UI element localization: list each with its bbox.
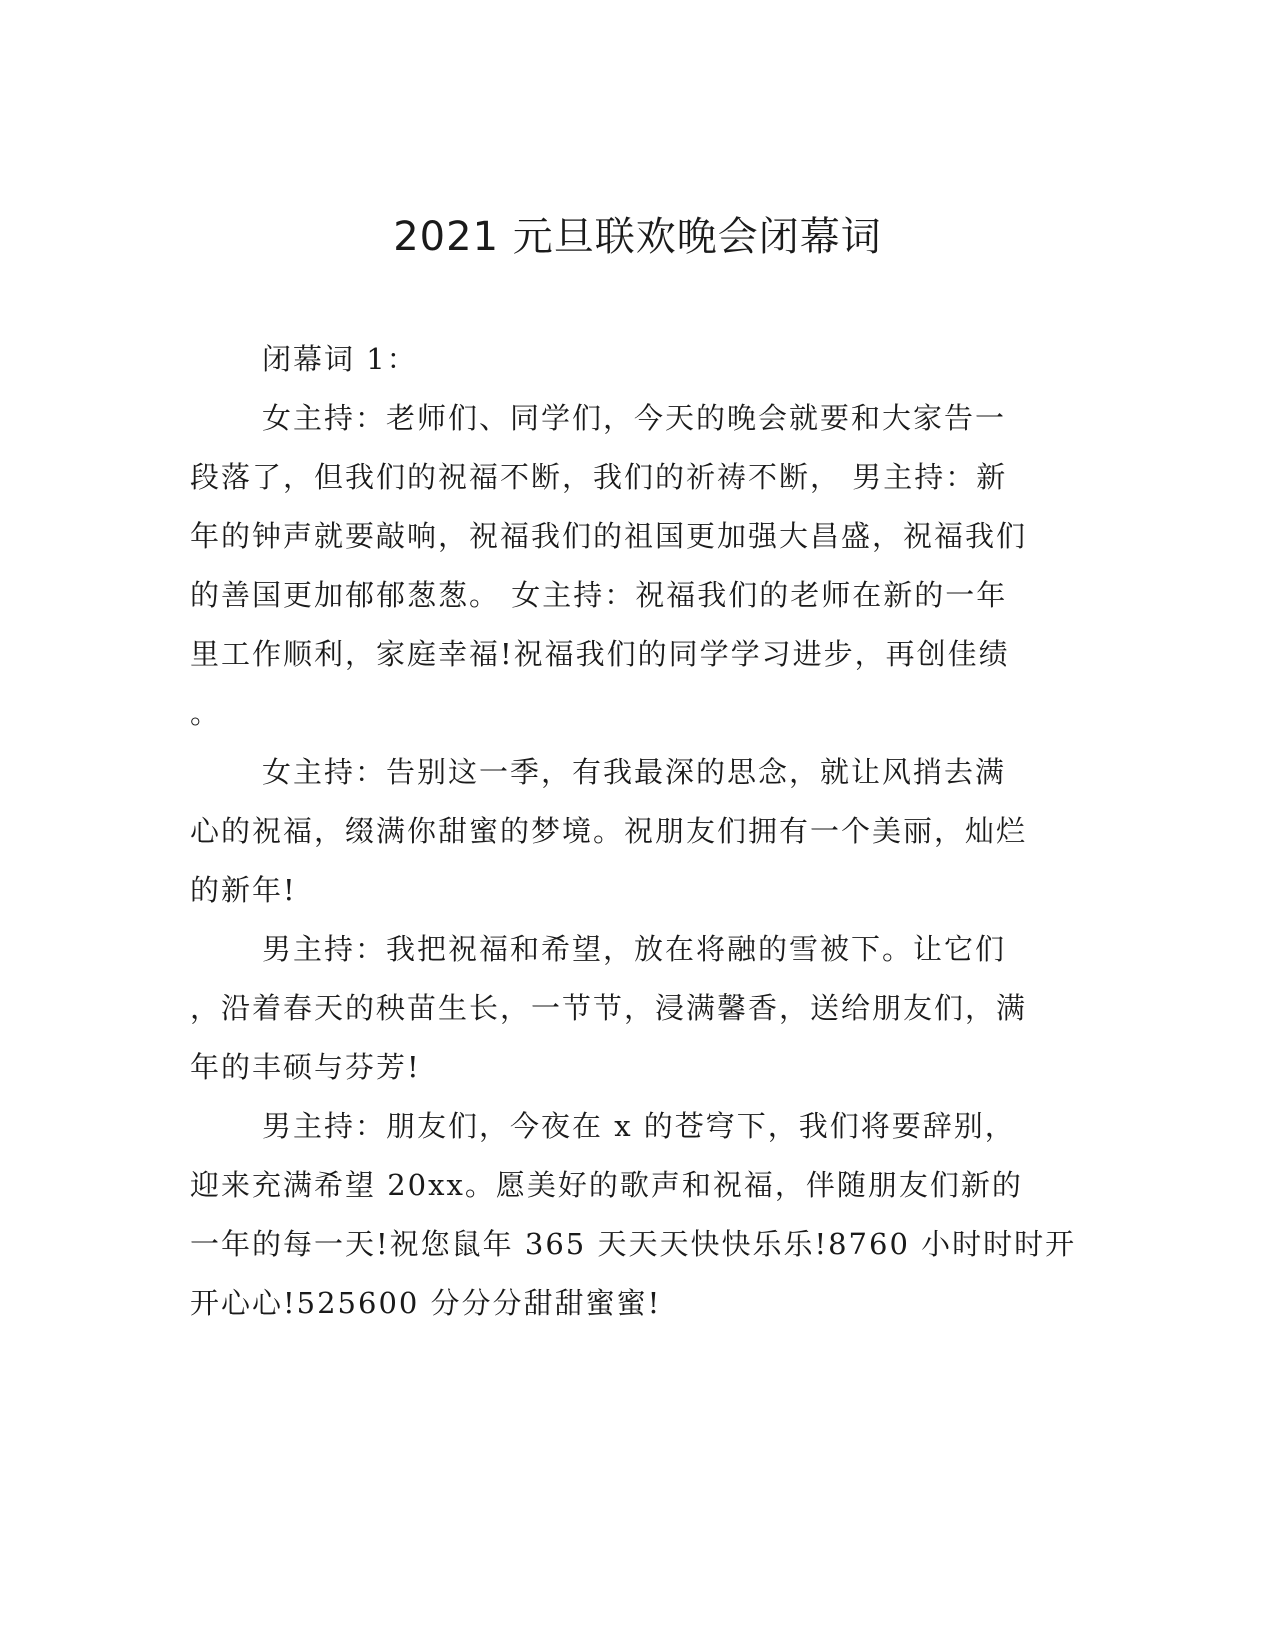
paragraph-line: 闭幕词 1： <box>262 342 418 376</box>
paragraph-line: 女主持：告别这一季，有我最深的思念，就让风捎去满 <box>262 755 1007 789</box>
paragraph-line: 年的钟声就要敲响，祝福我们的祖国更加强大昌盛，祝福我们 <box>190 519 1028 553</box>
paragraph-line: ，沿着春天的秧苗生长，一节节，浸满馨香，送给朋友们，满 <box>190 991 1028 1025</box>
paragraph-4 <box>190 920 1090 1097</box>
paragraph-line: 女主持：老师们、同学们，今天的晚会就要和大家告一 <box>262 401 1007 435</box>
paragraph-line: 的新年! <box>190 873 297 907</box>
document-title: 2021 元旦联欢晚会闭幕词 <box>393 214 882 260</box>
paragraph-line: 里工作顺利，家庭幸福!祝福我们的同学学习进步，再创佳绩 <box>190 637 1010 671</box>
paragraph-line: 一年的每一天!祝您鼠年 365 天天天快快乐乐!8760 小时时时开 <box>190 1227 1077 1261</box>
paragraph-line: 迎来充满希望 20xx。愿美好的歌声和祝福，伴随朋友们新的 <box>190 1168 1023 1202</box>
paragraph-line: 男主持：我把祝福和希望，放在将融的雪被下。让它们 <box>262 932 1007 966</box>
paragraph-3 <box>190 743 1090 920</box>
paragraph-1 <box>190 330 1090 389</box>
paragraph-line: 段落了，但我们的祝福不断，我们的祈祷不断， 男主持：新 <box>190 460 1008 494</box>
paragraph-line: 。 <box>190 696 222 730</box>
paragraph-line: 心的祝福，缀满你甜蜜的梦境。祝朋友们拥有一个美丽，灿烂 <box>190 814 1028 848</box>
paragraph-line: 年的丰硕与芬芳! <box>190 1050 421 1084</box>
paragraph-5 <box>190 1097 1090 1333</box>
paragraph-line: 男主持：朋友们，今夜在 x 的苍穹下，我们将要辞别， <box>262 1109 1016 1143</box>
paragraph-line: 的善国更加郁郁葱葱。 女主持：祝福我们的老师在新的一年 <box>190 578 1008 612</box>
paragraph-2 <box>190 389 1090 743</box>
paragraph-line: 开心心!525600 分分分甜甜蜜蜜! <box>190 1286 662 1320</box>
document-body <box>190 330 1090 1333</box>
